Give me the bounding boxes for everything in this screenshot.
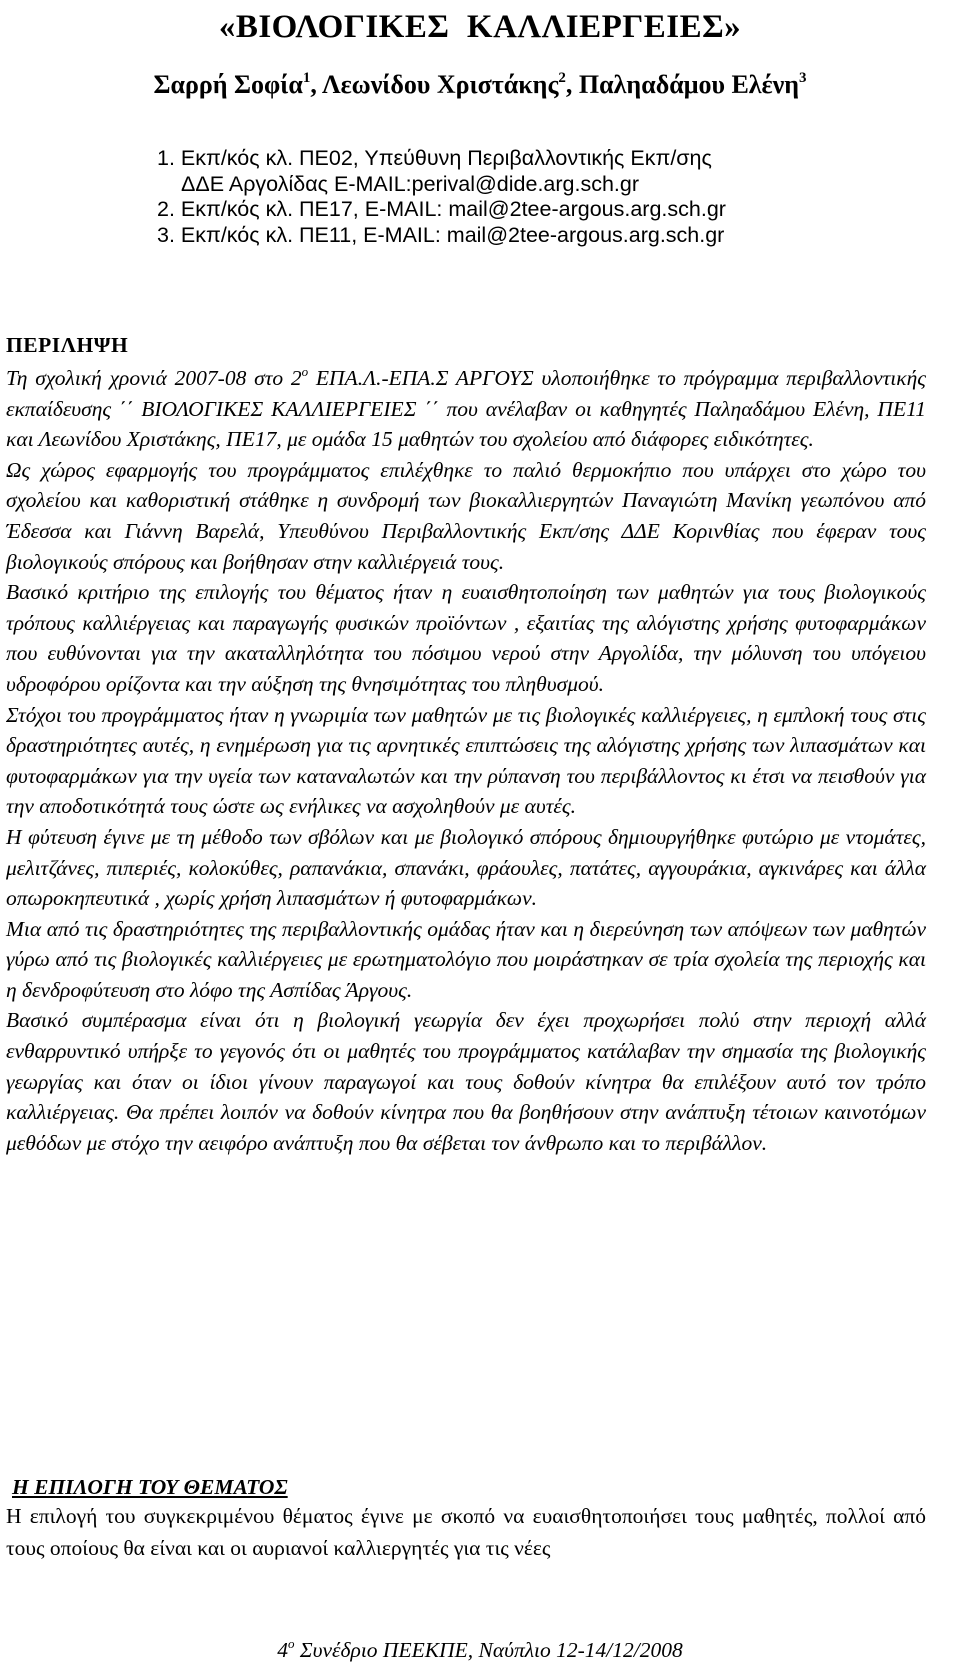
ordinal-superscript: ο: [301, 364, 309, 379]
summary-paragraph: Βασικό κριτήριο της επιλογής του θέματος ήταν η ευαισθητοποίηση των μαθητών για τους βιολογικούς τρόπους καλλιέργειας και παραγωγής φυσικών προϊόντων , εξαιτίας της αλόγιστης χρήσης φυτοφαρμάκων που ευθύνονται για την ακαταλληλότητα του πόσιμου νερού στην Αργολίδα, την μόλυνση του υπόγειου υδροφόρου ορίζοντα και την αύξηση της θνησιμότητας του πληθυσμού.: [6, 580, 926, 696]
page-footer: [0, 1637, 960, 1663]
summary-paragraph: Στόχοι του προγράμματος ήταν η γνωριμία των μαθητών με τις βιολογικές καλλιέργειες, η εμπλοκή τους στις δραστηριότητες αυτές, η ενημέρωση για τις αρνητικές επιπτώσεις της αλόγιστης χρήσης των λιπασμάτων και φυτοφαρμάκων για την υγεία των καταναλωτών και την ρύπανση του περιβάλλοντος κι έτσι να πεισθούν για την αποδοτικότητά τους ώστε ως ενήλικες να ασχοληθούν με αυτές.: [6, 702, 926, 819]
topic-paragraph: Η επιλογή του συγκεκριμένου θέματος έγινε με σκοπό να ευαισθητοποιήσει τους μαθητές, πολλοί από τους οποίους θα είναι και οι αυριανοί καλλιεργητές για τις νέες: [6, 1504, 926, 1560]
author-name: Παληαδάμου Ελένη: [578, 70, 800, 99]
summary-paragraph: Βασικό συμπέρασμα είναι ότι η βιολογική γεωργία δεν έχει προχωρήσει πολύ στην περιοχή αλλά ενθαρρυντικό υπήρξε το γεγονός ότι οι μαθητές του προγράμματος κατάλαβαν την σημασία της βιολογικής γεωργίας και όταν οι ίδιοι γίνουν παραγωγοί και τους δοθούν κίνητρα θα επιλέξουν αυτό τον τρόπο καλλιέργειας. Θα πρέπει λοιπόν να δοθούν κίνητρα που θα βοηθήσουν στην ανάπτυξη τέτοιων καινοτόμων μεθόδων με στόχο την αειφόρο ανάπτυξη που θα σέβεται τον άνθρωπο και το περιβάλλον.: [6, 1008, 926, 1155]
author-affiliation-marker: 2: [558, 70, 566, 86]
summary-heading: ΠΕΡΙΛΗΨΗ: [6, 333, 129, 357]
summary-text: Τη σχολική χρονιά 2007-08 στο 2: [6, 366, 302, 390]
summary-paragraph: [6, 363, 926, 455]
affiliation-list: [157, 146, 726, 248]
affiliation-item: 1. Εκπ/κός κλ. ΠΕ02, Υπεύθυνη Περιβαλλοντικής Εκπ/σης: [157, 146, 712, 170]
footer-number: 4: [277, 1638, 288, 1662]
summary-body: [6, 363, 926, 1158]
affiliation-item: 2. Εκπ/κός κλ. ΠΕ17, E-MAIL: mail@2tee-argous.arg.sch.gr: [157, 197, 726, 221]
footer-text: Συνέδριο ΠΕΕΚΠΕ, Ναύπλιο 12-14/12/2008: [294, 1638, 683, 1662]
summary-paragraph: Ως χώρος εφαρμογής του προγράμματος επιλέχθηκε το παλιό θερμοκήπιο που υπάρχει στο χώρο του σχολείου και καθοριστική στάθηκε η συνδρομή των βιοκαλλιεργητών Παναγιώτη Μανίκη γεωπόνου από Έδεσσα και Γιάννη Βαρελά, Υπευθύνου Περιβαλλοντικής Εκπ/σης ΔΔΕ Κορινθίας που έφεραν τους βιολογικούς σπόρους και βοήθησαν στην καλλιέργειά τους.: [6, 457, 926, 574]
author-list: [0, 68, 960, 102]
summary-text: ΕΠΑ.Λ.-ΕΠΑ.Σ ΑΡΓΟΥΣ υλοποιήθηκε το πρόγραμμα περιβαλλοντικής εκπαίδευσης ΄΄ ΒΙΟΛΟΓΙΚΕΣ ΚΑΛΛΙΕΡΓΕΙΕΣ ΄΄ που ανέλαβαν οι καθηγητές Παληαδάμου Ελένη, ΠΕ11 και Λεωνίδου Χριστάκης, ΠΕ17, με ομάδα 15 μαθητών του σχολείου από διάφορες ειδικότητες.: [6, 366, 926, 452]
author-affiliation-marker: 3: [799, 70, 807, 86]
document-title: «ΒΙΟΛΟΓΙΚΕΣ ΚΑΛΛΙΕΡΓΕΙΕΣ»: [218, 9, 742, 45]
summary-paragraph: Η φύτευση έγινε με τη μέθοδο των σβόλων και με βιολογικό σπόρους δημιουργήθηκε φυτώριο με ντομάτες, μελιτζάνες, πιπεριές, κολοκύθες, ραπανάκια, σπανάκι, φράουλες, πατάτες, αγγουράκια, αγκινάρες και άλλα οπωροκηπευτικά , χωρίς χρήση λιπασμάτων ή φυτοφαρμάκων.: [6, 824, 926, 911]
affiliation-item: 3. Εκπ/κός κλ. ΠΕ11, E-MAIL: mail@2tee-argous.arg.sch.gr: [157, 222, 725, 247]
author-affiliation-marker: 1: [302, 70, 311, 86]
author-name: Λεωνίδου Χριστάκης: [321, 70, 559, 99]
author-separator: ,: [565, 70, 579, 99]
author-name: Σαρρή Σοφία: [153, 70, 303, 99]
summary-paragraph: Μια από τις δραστηριότητες της περιβαλλοντικής ομάδας ήταν και η διερεύνηση των απόψεων των μαθητών γύρω από τις βιολογικές καλλιέργειες με ερωτηματολόγιο που μοιράστηκαν σε τρία σχολεία της περιοχής και η δενδροφύτευση στο λόφο της Ασπίδας Άργους.: [6, 916, 926, 1002]
topic-heading: Η ΕΠΙΛΟΓΗ ΤΟΥ ΘΕΜΑΤΟΣ: [12, 1475, 288, 1499]
affiliation-item-continuation: ΔΔΕ Αργολίδας E-MAIL:perival@dide.arg.sch.gr: [181, 171, 640, 196]
ordinal-superscript: ο: [287, 1636, 295, 1651]
author-separator: ,: [310, 70, 322, 99]
